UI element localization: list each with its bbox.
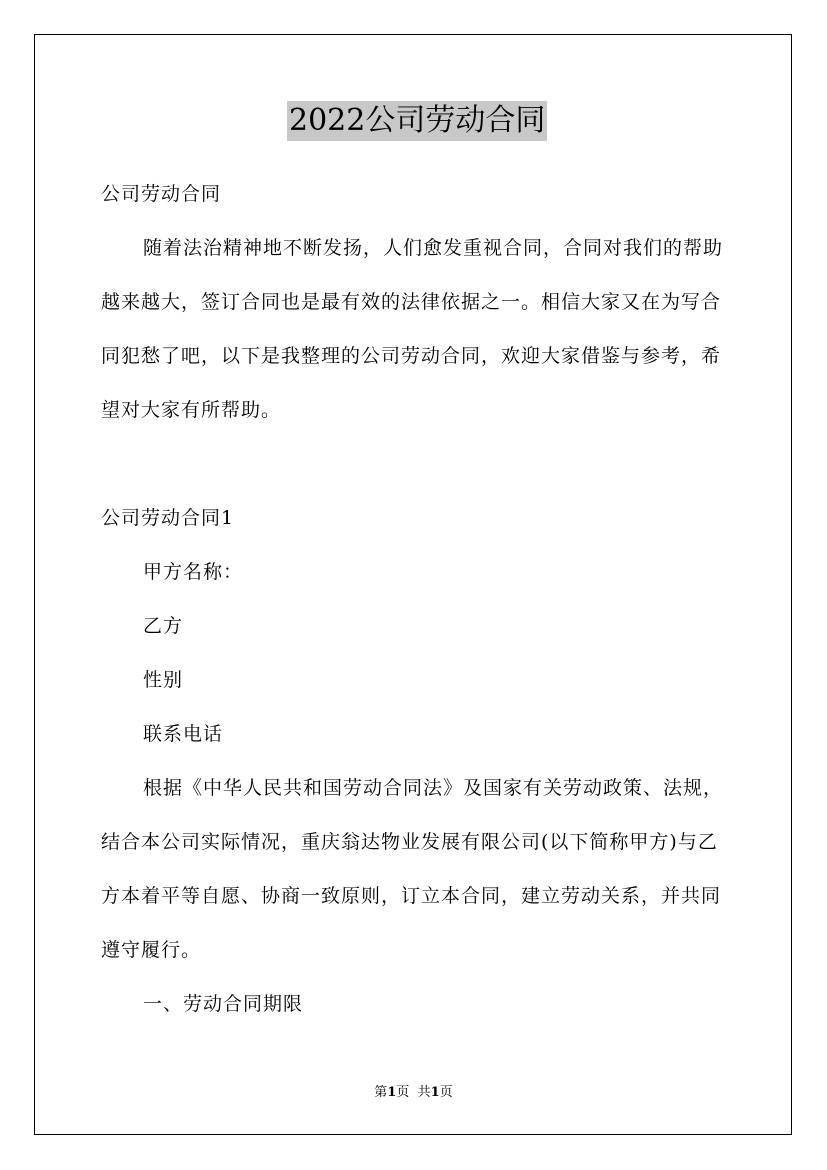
section-title: 公司劳动合同1 [101,507,235,529]
gender-field: 性别 [143,669,184,691]
clause-title: 一、劳动合同期限 [143,993,304,1015]
phone-field: 联系电话 [143,723,224,745]
document-heading: 公司劳动合同 [101,183,222,205]
total-suffix: 页 [439,1085,453,1100]
page-suffix: 页 [396,1085,410,1100]
body-paragraph: 根据《中华人民共和国劳动合同法》及国家有关劳动政策、法规，结合本公司实际情况，重庆翁达物业发展有限公司(以下简称甲方)与乙方本着平等自愿、协商一致原则，订立本合同，建立劳动关系，并共同遵守履行。 [101,777,724,961]
party-b-field: 乙方 [143,615,184,637]
document-body [101,167,729,1031]
total-prefix: 共 [417,1085,431,1100]
paragraph-spacer [101,437,729,491]
total-pages: 1 [430,1085,440,1100]
page-prefix: 第 [374,1085,388,1100]
page-footer [0,1083,827,1103]
page-number: 1 [387,1085,397,1100]
intro-paragraph: 随着法治精神地不断发扬，人们愈发重视合同，合同对我们的帮助越来越大，签订合同也是最有效的法律依据之一。相信大家又在为写合同犯愁了吧，以下是我整理的公司劳动合同，欢迎大家借鉴与参考，希望对大家有所帮助。 [101,237,724,421]
party-a-field: 甲方名称： [143,561,244,583]
document-title: 2022公司劳动合同 [287,101,547,141]
